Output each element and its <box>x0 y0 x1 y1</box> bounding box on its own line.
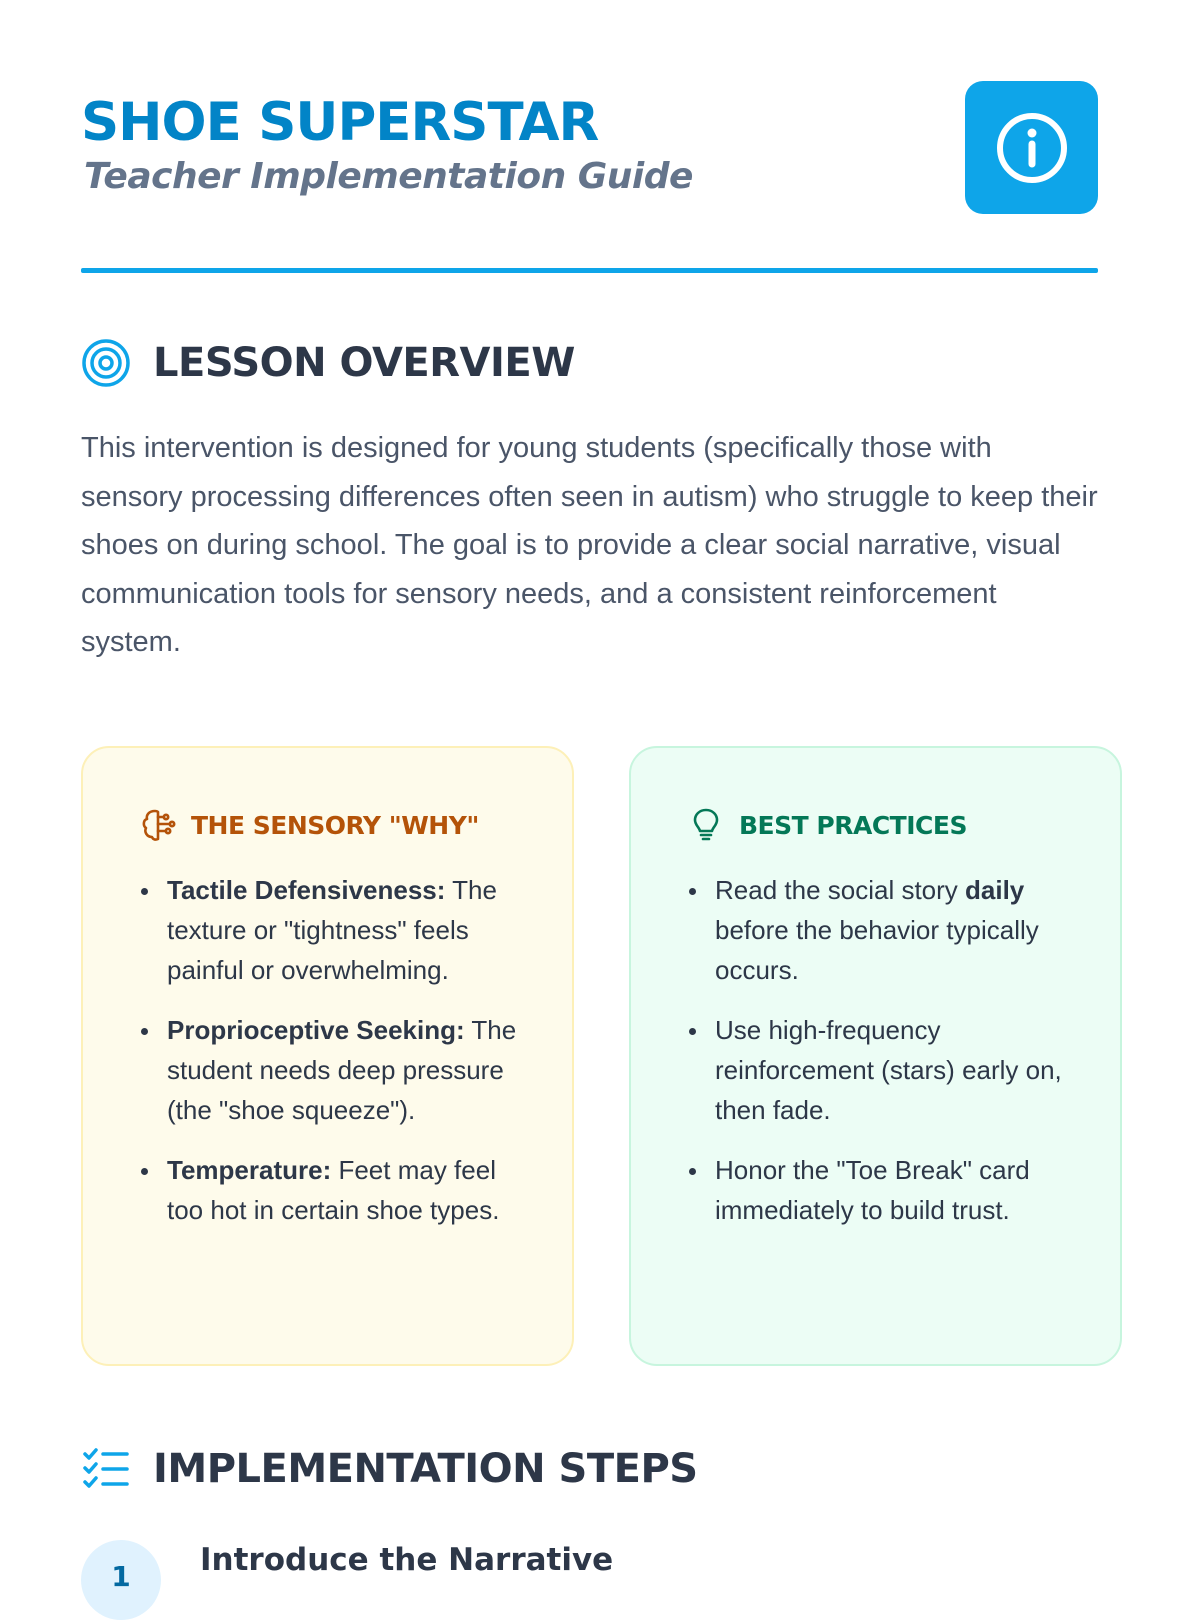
overview-heading-text: LESSON OVERVIEW <box>153 340 575 386</box>
header-divider <box>81 268 1098 273</box>
list-item <box>687 870 1080 990</box>
header <box>81 0 1098 272</box>
sensory-list <box>139 870 532 1230</box>
list-item <box>139 870 532 990</box>
step-title: Introduce the Narrative <box>200 1542 614 1578</box>
item-text: Honor the "Toe Break" card immediately to build trust. <box>715 1155 1030 1225</box>
target-icon <box>81 338 131 388</box>
list-item <box>139 1150 532 1230</box>
sensory-card-title-text: THE SENSORY "WHY" <box>191 810 479 840</box>
lightbulb-icon <box>687 806 725 844</box>
checklist-icon <box>81 1444 131 1494</box>
practices-list <box>687 870 1080 1230</box>
overview-text: This intervention is designed for young students (specifically those with sensory processing differences often seen in autism) who struggle to keep their shoes on during school. The goal is to provide a clear social narrative, visual communication tools for sensory needs, and a consistent reinforcement system. <box>81 432 1098 658</box>
sensory-card-title <box>139 806 532 844</box>
item-text: The texture or "tightness" feels painful or overwhelming. <box>167 875 497 985</box>
item-text: Use high-frequency reinforcement (stars) early on, then fade. <box>715 1015 1062 1125</box>
steps-heading <box>81 1444 698 1494</box>
item-text: Read the social story <box>715 875 966 905</box>
practices-card-title-text: BEST PRACTICES <box>739 810 967 840</box>
item-emphasis: daily <box>965 875 1025 905</box>
sensory-why-card <box>81 746 574 1366</box>
item-label: Proprioceptive Seeking: <box>167 1015 465 1045</box>
document-subtitle: Teacher Implementation Guide <box>84 156 693 197</box>
info-icon <box>994 110 1070 186</box>
step-number-badge: 1 <box>81 1540 161 1620</box>
list-item <box>687 1010 1080 1130</box>
list-item <box>687 1150 1080 1230</box>
practices-card-title <box>687 806 1080 844</box>
steps-heading-text: IMPLEMENTATION STEPS <box>153 1446 698 1492</box>
document-title: SHOE SUPERSTAR <box>81 92 599 153</box>
info-button[interactable] <box>965 81 1098 214</box>
item-text: before the behavior typically occurs. <box>715 915 1039 985</box>
item-label: Temperature: <box>167 1155 332 1185</box>
brain-icon <box>139 806 177 844</box>
overview-heading <box>81 338 575 388</box>
best-practices-card <box>629 746 1122 1366</box>
item-text: Feet may feel too hot in certain shoe types. <box>167 1155 500 1225</box>
item-label: Tactile Defensiveness: <box>167 875 446 905</box>
list-item <box>139 1010 532 1130</box>
item-text: The student needs deep pressure (the "shoe squeeze"). <box>167 1015 517 1125</box>
